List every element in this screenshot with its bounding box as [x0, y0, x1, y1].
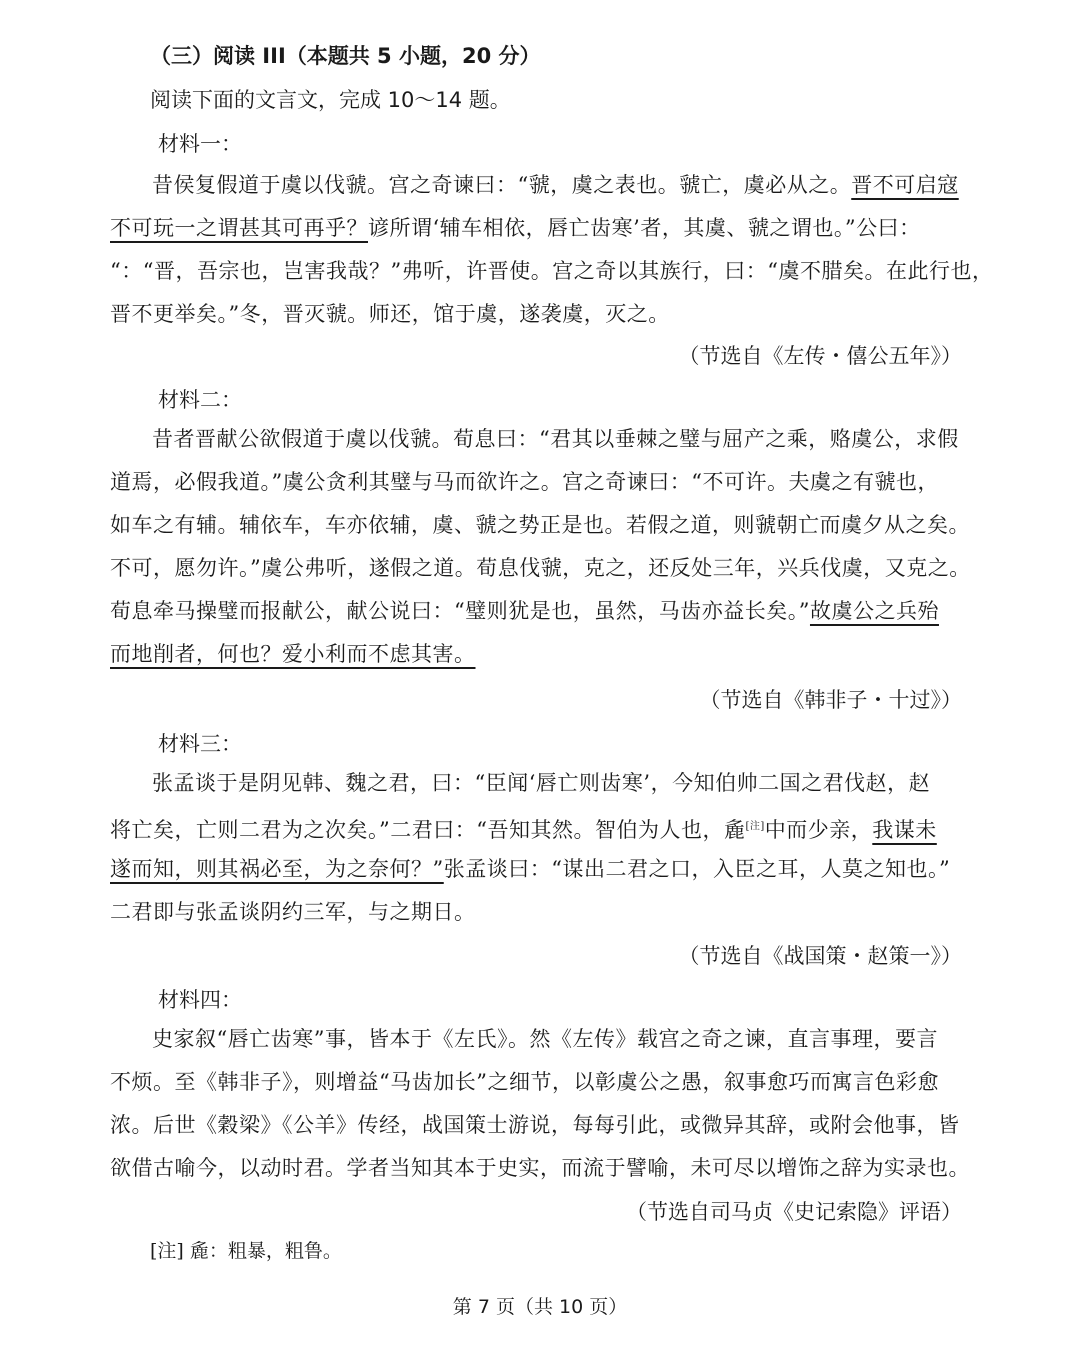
material-4-row: 史家叙“唇亡齿寒”事，皆本于《左氏》。然《左传》载宫之奇之谏，直言事理，要言: [152, 1027, 938, 1051]
footnote: [注] 麁：粗暴，粗鲁。: [150, 1240, 342, 1262]
underlined-sentence: 不可玩一之谓甚其可再乎？: [110, 216, 368, 240]
underlined-sentence: 而地削者，何也？爱小利而不虑其害。: [110, 642, 476, 666]
page-number: 第 7 页（共 10 页）: [452, 1296, 628, 1318]
material-2-row: 不可，愿勿许。”虞公弗听，遂假之道。荀息伐虢，克之，还反处三年，兴兵伐虞，又克之。: [110, 556, 971, 580]
material-3-row: 遂而知，则其祸必至，为之奈何？”张孟谈曰：“谋出二君之口，入臣之耳，人莫之知也。”: [110, 857, 951, 881]
material-1-row: 不可玩一之谓甚其可再乎？谚所谓‘辅车相依，唇亡齿寒’者，其虞、虢之谓也。”公曰：: [110, 216, 921, 240]
material-1-label: 材料一：: [158, 132, 242, 156]
material-2-label: 材料二：: [158, 388, 242, 412]
material-3-row: 将亡矣，亡则二君为之次矣。”二君曰：“吾知其然。智伯为人也，麁[注]中而少亲，我谋未: [110, 818, 937, 842]
material-2-text: [110, 418, 980, 676]
instruction-text: 阅读下面的文言文，完成 10～14 题。: [150, 88, 511, 112]
material-2-row: [110, 633, 980, 676]
material-4-label: 材料四：: [158, 988, 242, 1012]
material-1-text: [110, 164, 994, 336]
material-1-source: （节选自《左传・僖公五年》）: [678, 344, 962, 368]
underlined-sentence: 故虞公之兵殆: [809, 599, 939, 623]
note-mark: [注]: [745, 821, 765, 832]
material-3-source: （节选自《战国策・赵策一》）: [678, 944, 962, 968]
material-3-row: 二君即与张孟谈阴约三军，与之期日。: [110, 900, 476, 924]
material-4-row: 不烦。至《韩非子》，则增益“马齿加长”之细节，以彰虞公之愚，叙事愈巧而寓言色彩愈: [110, 1070, 939, 1094]
section-title: （三）阅读 III（本题共 5 小题，20 分）: [150, 44, 541, 68]
underlined-sentence: 遂而知，则其祸必至，为之奈何？”: [110, 857, 444, 881]
material-4-source: （节选自司马贞《史记索隐》评语）: [626, 1200, 962, 1224]
underlined-sentence: 晋不可启寇: [851, 173, 959, 197]
material-2-row: 道焉，必假我道。”虞公贪利其璧与马而欲许之。宫之奇谏曰：“不可许。夫虞之有虢也，: [110, 470, 939, 494]
material-4-text: [110, 1018, 980, 1190]
material-3-row: 张孟谈于是阴见韩、魏之君，曰：“臣闻‘唇亡则齿寒’，今知伯帅二国之君伐赵，赵: [152, 771, 931, 795]
material-4-row: 浓。后世《穀梁》《公羊》传经，战国策士游说，每每引此，或微异其辞，或附会他事，皆: [110, 1113, 960, 1137]
underlined-sentence: 我谋未: [872, 818, 937, 842]
material-2-source: （节选自《韩非子・十过》）: [699, 688, 962, 712]
material-3-text: [110, 762, 980, 934]
material-2-row: 昔者晋献公欲假道于虞以伐虢。荀息曰：“君其以垂棘之璧与屈产之乘，赂虞公，求假: [152, 427, 959, 451]
material-1-row: 晋不更举矣。”冬，晋灭虢。师还，馆于虞，遂袭虞，灭之。: [110, 302, 670, 326]
material-4-row: 欲借古喻今，以动时君。学者当知其本于史实，而流于譬喻，未可尽以增饰之辞为实录也。: [110, 1156, 970, 1180]
material-1-row: 昔侯复假道于虞以伐虢。宫之奇谏曰：“虢，虞之表也。虢亡，虞必从之。晋不可启寇: [152, 173, 959, 197]
material-3-label: 材料三：: [158, 732, 242, 756]
material-1-row: “：“晋，吾宗也，岂害我哉？”弗听，许晋使。宫之奇以其族行，曰：“虞不腊矣。在此行也，: [110, 259, 994, 283]
material-2-row: 如车之有辅。辅依车，车亦依辅，虞、虢之势正是也。若假之道，则虢朝亡而虞夕从之矣。: [110, 513, 970, 537]
material-2-row: 荀息牵马操璧而报献公，献公说曰：“璧则犹是也，虽然，马齿亦益长矣。”故虞公之兵殆: [110, 599, 939, 623]
